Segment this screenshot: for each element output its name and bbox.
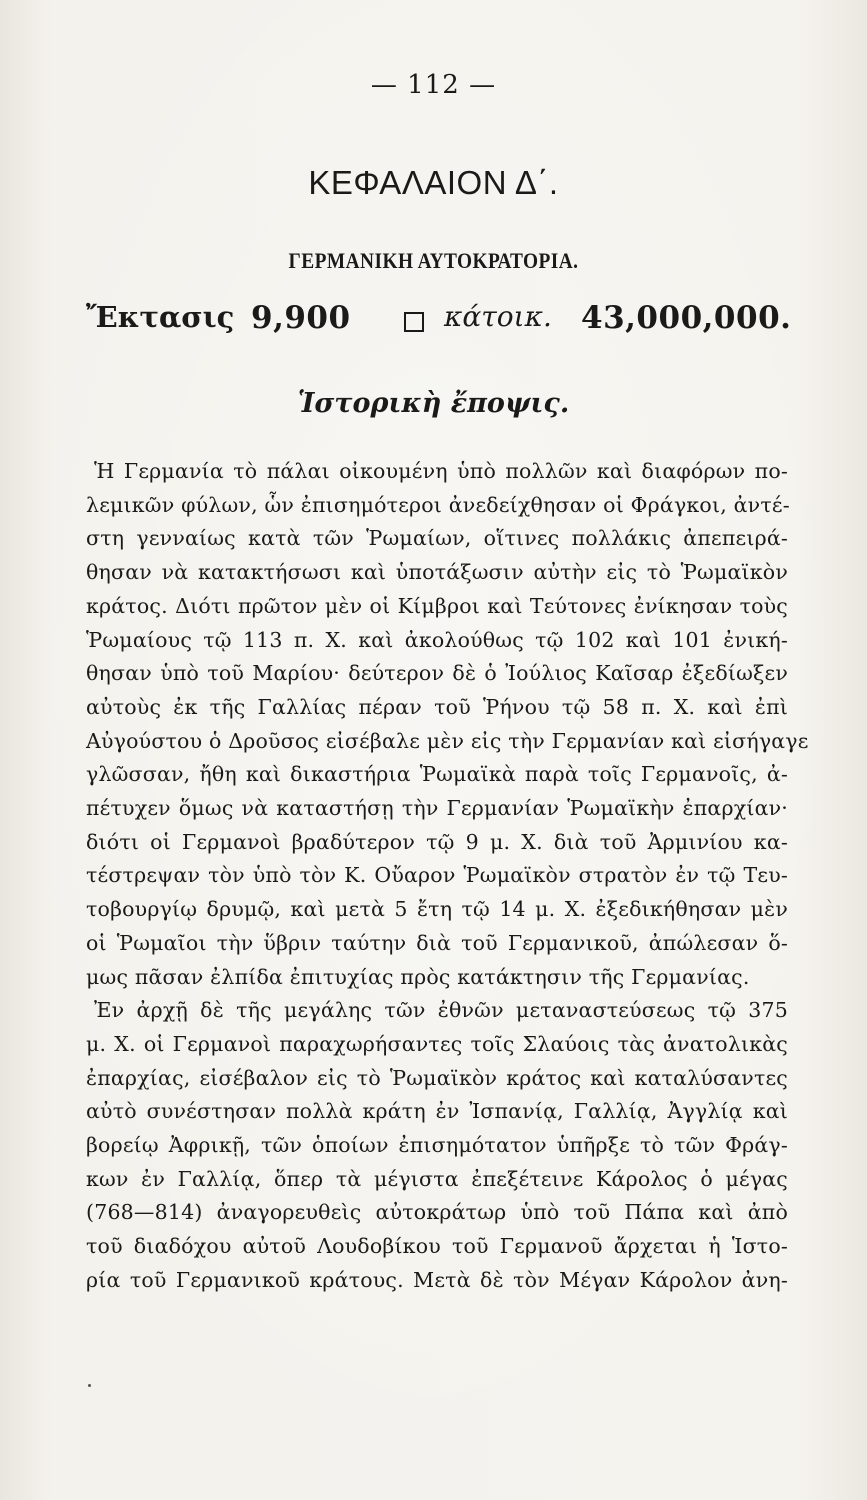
text-line: τέστρεψαν τὸν ὑπὸ τὸν Κ. Οὔαρον Ῥωμαϊκὸν στρατὸν ἐν τῷ Τευ- [86,863,788,888]
text-line: κράτος. Διότι πρῶτον μὲν οἱ Κίμβροι καὶ Τεύτονες ἐνίκησαν τοὺς [86,593,788,618]
chapter-title: ΚΕΦΑΛΑΙΟΝ Δ΄. [308,164,559,201]
text-line: θησαν ὑπὸ τοῦ Μαρίου· δεύτερον δὲ ὁ Ἰούλιος Καῖσαρ ἐξεδίωξεν [86,661,788,686]
text-line: κων ἐν Γαλλίᾳ, ὅπερ τὰ μέγιστα ἐπεξέτεινε Κάρολος ὁ μέγας [86,1166,788,1191]
text-line: βορείῳ Ἀφρικῇ, τῶν ὁποίων ἐπισημότατον ὑπῆρξε τὸ τῶν Φράγ- [86,1133,788,1158]
text-line: (768—814) ἀναγορευθεὶς αὐτοκράτωρ ὑπὸ τοῦ Πάπα καὶ ἀπὸ [86,1200,788,1225]
text-line: ρία τοῦ Γερμανικοῦ κράτους. Μετὰ δὲ τὸν Μέγαν Κάρολον ἀνη- [86,1267,788,1292]
text-line: οἱ Ῥωμαῖοι τὴν ὕβριν ταύτην διὰ τοῦ Γερμανικοῦ, ἀπώλεσαν ὅ- [86,930,788,955]
text-line: τοῦ διαδόχου αὐτοῦ Λουδοβίκου τοῦ Γερμανοῦ ἄρχεται ἡ Ἱστο- [86,1234,788,1259]
area-label: Ἔκτασις [86,300,235,334]
chapter-subtitle: ΓΕΡΜΑΝΙΚΗ ΑΥΤΟΚΡΑΤΟΡΙΑ. [288,248,579,273]
text-line: μ. Χ. οἱ Γερμανοὶ παραχωρήσαντες τοῖς Σλαύοις τὰς ἀνατολικὰς [86,1031,788,1056]
text-line: αὐτὸ συνέστησαν πολλὰ κράτη ἐν Ἰσπανίᾳ, Γαλλίᾳ, Ἀγγλίᾳ καὶ [86,1099,788,1124]
text-line: Ἐν ἀρχῇ δὲ τῆς μεγάλης τῶν ἐθνῶν μεταναστεύσεως τῷ 375 [94,998,788,1023]
area-value: 9,900 [251,300,351,336]
square-unit-icon [404,312,424,332]
population-label: κάτοικ. [444,300,552,333]
text-line: στη γενναίως κατὰ τῶν Ῥωμαίων, οἵτινες πολλάκις ἀπεπειρά- [86,526,788,551]
text-line: λεμικῶν φύλων, ὧν ἐπισημότεροι ἀνεδείχθησαν οἱ Φράγκοι, ἀντέ- [86,492,790,517]
page-number: — 112 — [370,70,497,100]
text-line: Ῥωμαίους τῷ 113 π. Χ. καὶ ἀκολούθως τῷ 102 καὶ 101 ἐνική- [86,627,788,652]
section-heading: Ἱστορικὴ ἔποψις. [297,388,570,419]
text-line: γλῶσσαν, ἤθη καὶ δικαστήρια Ῥωμαϊκὰ παρὰ τοῖς Γερμανοῖς, ἀ- [86,762,788,787]
ink-speck [88,1384,91,1387]
text-line: ἐπαρχίας, εἰσέβαλον εἰς τὸ Ῥωμαϊκὸν κράτος καὶ καταλύσαντες [86,1065,788,1090]
text-line: Αὐγούστου ὁ Δροῦσος εἰσέβαλε μὲν εἰς τὴν Γερμανίαν καὶ εἰσήγαγε [86,728,809,753]
text-line: Ἡ Γερμανία τὸ πάλαι οἰκουμένη ὑπὸ πολλῶν καὶ διαφόρων πο- [94,459,788,483]
text-line: πέτυχεν ὅμως νὰ καταστήσῃ τὴν Γερμανίαν Ῥωμαϊκὴν ἐπαρχίαν· [86,796,788,821]
population-value: 43,000,000. [581,300,792,336]
text-line: τοβουργίῳ δρυμῷ, καὶ μετὰ 5 ἔτη τῷ 14 μ. Χ. ἐξεδικήθησαν μὲν [86,897,788,922]
text-line: μως πᾶσαν ἐλπίδα ἐπιτυχίας πρὸς κατάκτησιν τῆς Γερμανίας. [86,964,750,989]
statistics-line [86,300,792,348]
text-line: αὐτοὺς ἐκ τῆς Γαλλίας πέραν τοῦ Ῥήνου τῷ 58 π. Χ. καὶ ἐπὶ [86,694,788,719]
text-line: θησαν νὰ κατακτήσωσι καὶ ὑποτάξωσιν αὐτὴν εἰς τὸ Ῥωμαϊκὸν [86,560,788,585]
body-text [86,455,809,1298]
text-line: διότι οἱ Γερμανοὶ βραδύτερον τῷ 9 μ. Χ. διὰ τοῦ Ἀρμινίου κα- [86,829,788,854]
